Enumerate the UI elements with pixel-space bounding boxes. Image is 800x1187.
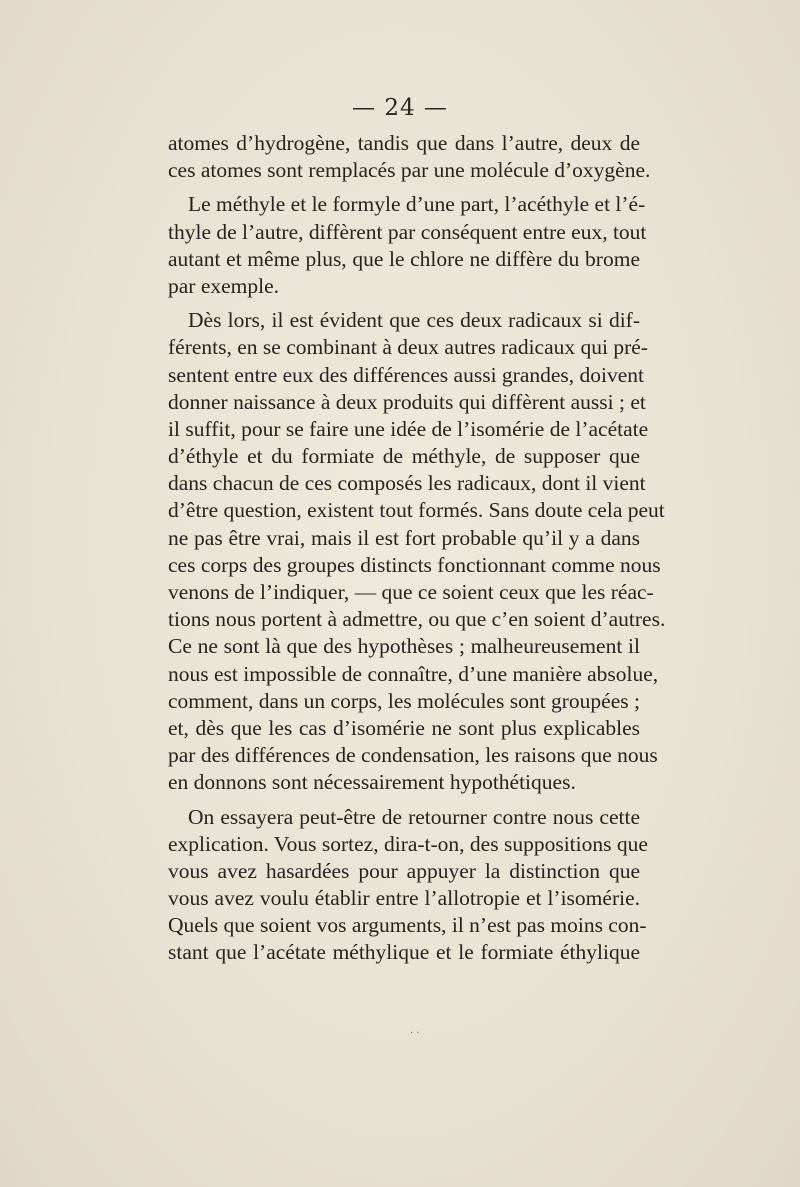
page-number: — 24 —: [352, 95, 448, 121]
text-line: autant et même plus, que le chlore ne diffère du brome: [168, 246, 640, 271]
text-line: donner naissance à deux produits qui diffèrent aussi ; et: [168, 389, 646, 414]
text-line: sentent entre eux des différences aussi grandes, doivent: [168, 362, 645, 387]
text-line: Le méthyle et le formyle d’une part, l’acéthyle et l’é-: [188, 192, 646, 217]
paragraph: [168, 307, 666, 796]
text-line: et, dès que les cas d’isomérie ne sont plus explicables: [168, 715, 640, 740]
text-line: tions nous portent à admettre, ou que c’en soient d’autres.: [168, 607, 666, 632]
text-line: il suffit, pour se faire une idée de l’isomérie de l’acétate: [168, 416, 649, 441]
text-line: dans chacun de ces composés les radicaux, dont il vient: [168, 471, 646, 496]
text-line: Quels que soient vos arguments, il n’est pas moins con-: [168, 913, 647, 938]
text-line: stant que l’acétate méthylique et le formiate éthylique: [168, 940, 640, 965]
text-line: par des différences de condensation, les raisons que nous: [168, 743, 658, 768]
paragraph: [168, 130, 651, 184]
text-line: vous avez voulu établir entre l’allotropie et l’isomérie.: [168, 886, 640, 911]
text-line: thyle de l’autre, diffèrent par conséquent entre eux, tout: [168, 219, 647, 244]
text-line: explication. Vous sortez, dira-t-on, des suppositions que: [168, 831, 648, 856]
text-line: On essayera peut-être de retourner contre nous cette: [188, 804, 640, 829]
text-line: venons de l’indiquer, — que ce soient ceux que les réac-: [168, 580, 654, 604]
text-line: d’éthyle et du formiate de méthyle, de supposer que: [168, 444, 640, 469]
footer-mark: · ·: [410, 1028, 420, 1039]
text-line: comment, dans un corps, les molécules sont groupées ;: [168, 688, 640, 713]
text-line: vous avez hasardées pour appuyer la distinction que: [168, 858, 640, 883]
text-line: férents, en se combinant à deux autres radicaux qui pré-: [168, 335, 648, 360]
text-line: ces atomes sont remplacés par une molécule d’oxygène.: [168, 158, 651, 183]
text-line: atomes d’hydrogène, tandis que dans l’autre, deux de: [168, 131, 640, 155]
text-line: par exemple.: [168, 273, 280, 298]
text-line: Dès lors, il est évident que ces deux radicaux si dif-: [188, 308, 640, 333]
body-text: [168, 130, 666, 967]
paragraph: [168, 804, 648, 967]
paragraph: [168, 191, 647, 300]
text-line: nous est impossible de connaître, d’une manière absolue,: [168, 661, 659, 686]
text-line: en donnons sont nécessairement hypothétiques.: [168, 770, 576, 795]
text-line: ne pas être vrai, mais il est fort probable qu’il y a dans: [168, 525, 640, 550]
text-line: Ce ne sont là que des hypothèses ; malheureusement il: [168, 634, 640, 659]
text-line: ces corps des groupes distincts fonctionnant comme nous: [168, 552, 661, 577]
text-line: d’être question, existent tout formés. Sans doute cela peut: [168, 498, 665, 523]
